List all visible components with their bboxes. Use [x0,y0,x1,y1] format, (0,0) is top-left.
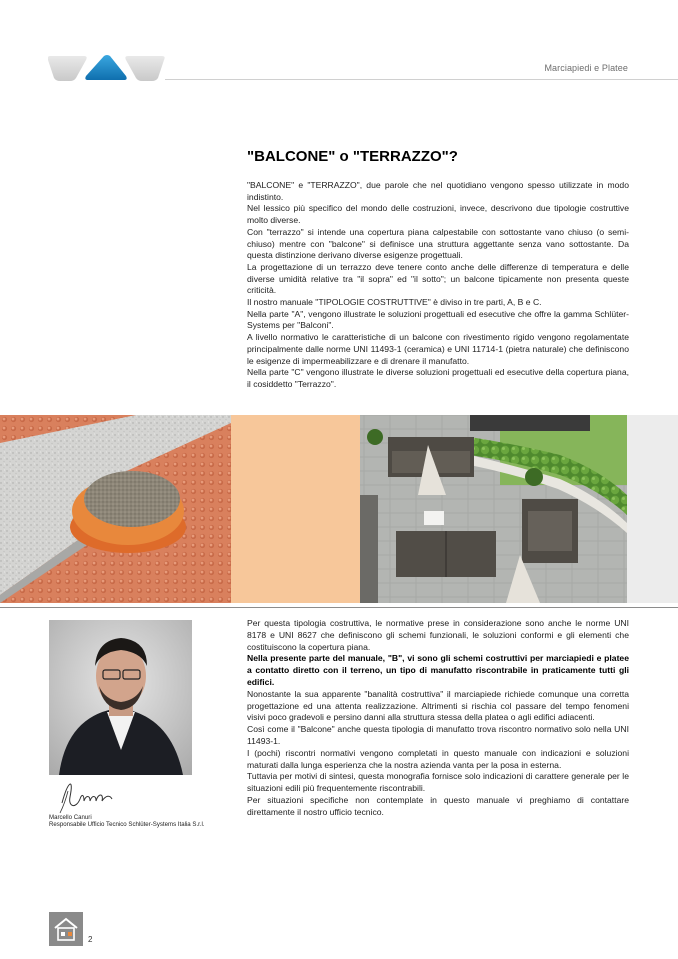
body-paragraph: Così come il "Balcone" anche questa tipologia di manufatto trova riscontro normativo solo nella UNI 11493-1. [247,724,629,746]
parasol-base [424,511,444,525]
author-role: Responsabile Ufficio Tecnico Schlüter-Systems Italia S.r.l. [49,821,205,829]
body-paragraph: Per situazioni specifiche non contemplate in questo manuale vi preghiamo di contattare direttamente il nostro ufficio tecnico. [247,794,629,817]
header-rule [165,79,678,80]
body-paragraph: Nonostante la sua apparente "banalità costruttiva" il marciapiede richiede comunque una corretta progettazione ed una attenta realizzazione. Altrimenti si rischia col passare del tempo fenomeni visivi poco gradevoli e persino danni alla struttura stessa della platea o agli edifici adiacenti. [247,688,629,723]
body-paragraph: Tuttavia per motivi di sintesi, questa monografia fornisce solo indicazioni di carattere generale per le situazioni edili più frequentemente riscontrabili. [247,771,629,794]
section-title: Marciapiedi e Platee [544,63,628,73]
intro-paragraph: Nel lessico più specifico del mondo delle costruzioni, invece, descrivono due tipologie costruttive molto diverse. [247,203,629,226]
intro-paragraph: Il nostro manuale "TIPOLOGIE COSTRUTTIVE" è diviso in tre parti, A, B e C. [247,297,542,308]
photo-band [0,415,678,603]
intro-paragraph: A livello normativo le caratteristiche di un balcone con rivestimento rigido vengono regolamentate principalmente dalle norme UNI 11493-1 (ceramica) e UNI 11714-1 (pietra naturale) che definiscono le esigenze di impermeabilizzare e di drenare il manufatto. [247,332,629,366]
intro-paragraph: "BALCONE" e "TERRAZZO", due parole che nel quotidiano vengono spesso utilizzate in modo indistinto. [247,180,629,202]
photo-granite-slab [0,415,231,603]
author-portrait [49,620,192,775]
page-number: 2 [88,935,93,944]
body-paragraph: I (pochi) riscontri normativi vengono completati in questo manuale con indicazioni e soluzioni maturati dalla lunga esperienza che la nostra azienda vanta per la posa in esterna. [247,747,629,770]
logo-center-shape [85,55,126,80]
body-paragraph-highlight: Nella presente parte del manuale, "B", vi sono gli schemi costruttivi per marciapiedi e platee a contatto diretto con il terreno, un tipo di manufatto riscontrabile in praticamente tutti gli edifici. [247,653,629,687]
potted-plant [367,429,383,445]
logo-right-shape [125,56,164,81]
accent-panel [231,415,360,603]
intro-paragraph: Con "terrazzo" si intende una copertura piana calpestabile con sottostante vano chiuso (o semi-chiuso) mentre con "balcone" si definisce una struttura aggettante senza vano sottostante. Da questa distinzione derivano diverse esigenze progettuali. [247,226,629,261]
article-title: "BALCONE" o "TERRAZZO"? [247,148,458,165]
photo-right-margin [627,415,678,603]
intro-paragraph: La progettazione di un terrazzo deve tenere conto anche delle differenze di temperatura e delle diverse umidità relative tra "il sopra" ed "il sotto"; un balcone tipicamente non presenta queste criticità. [247,261,629,296]
wall-left [360,495,378,603]
home-icon[interactable] [49,912,83,946]
potted-plant [525,468,543,486]
body-text [247,618,629,819]
mortar-bed [84,471,180,527]
intro-paragraph: Nella parte "C" vengono illustrate le diverse soluzioni progettuali ed esecutive della copertura piana, il cosiddetto "Terrazzo". [247,367,629,389]
author-caption [49,814,229,829]
intro-paragraph: Nella parte "A", vengono illustrate le soluzioni progettuali ed esecutive che offre la gamma Schlüter-Systems per "Balconi". [247,308,629,331]
photo-terrace [360,415,678,603]
body-paragraph: Per questa tipologia costruttiva, le normative prese in considerazione sono anche le norme UNI 8178 e UNI 8627 che definiscono gli schemi funzionali, le soluzioni conformi e gli elementi che costituiscono la copertura piana. [247,618,629,652]
logo-left-shape [48,56,87,81]
planter-top [470,415,590,431]
signature [58,773,128,815]
author-name: Marcello Canuri [49,814,92,821]
header-logo [48,54,166,82]
lounge-chair-seat [528,511,572,551]
section-divider [0,607,678,608]
intro-text [247,180,629,391]
